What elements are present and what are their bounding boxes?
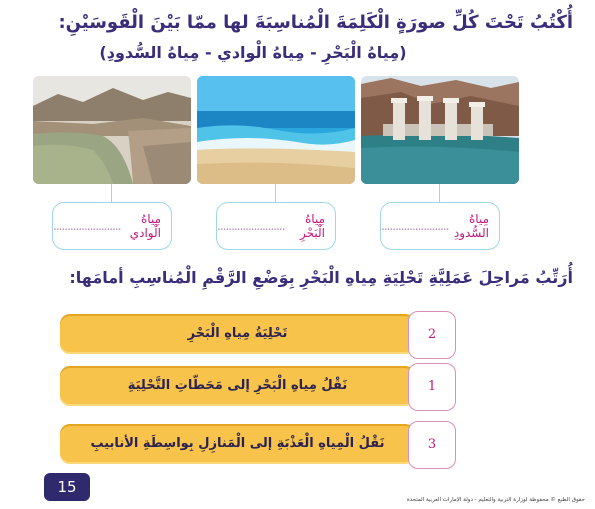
label-dam: مِياهُ السُّدودِ — [453, 212, 489, 240]
connector-line — [439, 184, 440, 202]
step-item: تَحْلِيَةُ مِياهِ الْبَحْرِ — [60, 314, 415, 354]
step-number-box[interactable]: 3 — [408, 421, 456, 469]
label-sea: مِياهُ الْبَحْرِ — [300, 212, 325, 240]
connector-line — [111, 184, 112, 202]
question2-instruction: أُرَتِّبُ مَراحِلَ عَمَلِيَّةِ تَحْلِيَةِ مِياهِ الْبَحْرِ بِوَضْعِ الرَّقْمِ الْمُناسِبِ أمامَها: — [69, 268, 573, 287]
label-box-dam[interactable] — [380, 202, 500, 250]
sea-photo — [197, 76, 355, 184]
question1-instruction: أُكْتُبُ تَحْتَ كُلِّ صورَةٍ الْكَلِمَةَ الْمُناسِبَةَ لها ممّا بَيْنَ الْقَوسَيْنِ: — [58, 12, 573, 33]
dam-photo — [361, 76, 519, 184]
answer-line: ........................ — [53, 219, 121, 233]
label-wadi: مِياهُ الْوادي — [129, 212, 161, 240]
step-number-box[interactable]: 2 — [408, 311, 456, 359]
page-number: 15 — [44, 473, 90, 501]
answer-line: ........................ — [381, 219, 449, 233]
label-box-sea[interactable] — [216, 202, 336, 250]
connector-line — [275, 184, 276, 202]
step-item: نَقْلُ مِياهِ الْبَحْرِ إلى مَحَطّاتِ التَّحْلِيَةِ — [60, 366, 415, 406]
answer-line: ........................ — [217, 219, 285, 233]
step-number-box[interactable]: 1 — [408, 363, 456, 411]
question1-options: (مِياهُ الْبَحْرِ - مِياهُ الْوادي - مِياهُ السُّدودِ) — [99, 43, 407, 62]
question1-block — [13, 8, 573, 68]
copyright-footer: حقوق الطبع © محفوظة لوزارة التربية والتعليم - دولة الإمارات العربية المتحدة — [406, 497, 585, 503]
label-box-wadi[interactable] — [52, 202, 172, 250]
wadi-photo — [33, 76, 191, 184]
step-item: نَقْلُ الْمِياهِ الْعَذْبَةِ إلى الْمَنازِلِ بِواسِطَةِ الأنابيبِ — [60, 424, 415, 464]
